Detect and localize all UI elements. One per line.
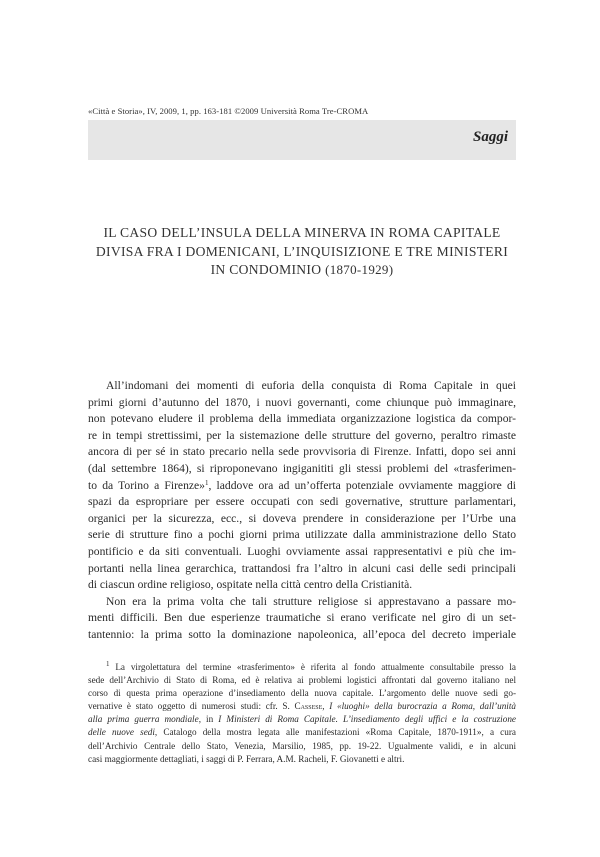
text-line: menti difficili. Ben due esperienze traumatiche si erano verificate nel giro di un set- [88, 611, 516, 625]
footnote-line: sede dell’Archivio di Stato di Roma, ed è relativa ai problemi logistici affrontati dal governo italiano nel [88, 675, 516, 686]
footnote-text: , in [198, 714, 219, 725]
paragraph-2 [88, 594, 516, 644]
footnote-line [88, 661, 516, 674]
footnote-ref[interactable]: 1 [204, 478, 209, 487]
text-line: spazi da espropriare per essere occupati con sedi governative, strutture parlamentari, [88, 495, 516, 509]
citation-title: I Ministeri di Roma Capitale. L’insediamento degli uffici e la costruzione [218, 714, 516, 725]
footnotes [88, 661, 516, 766]
footnote-text: , Catalogo della mostra legata alle manifestazioni «Roma Capitale, 1870-1911», a cura [154, 727, 516, 738]
article-title [88, 224, 516, 280]
footnote-text: , [322, 701, 330, 712]
text-line: primi giorni d’autunno del 1870, i nuovi governanti, come chiunque può immaginare, [88, 395, 516, 409]
section-header-bar [88, 120, 516, 160]
text-line: organici per la sicurezza, ecc., si doveva prendere in considerazione per l’Urbe una [88, 511, 516, 525]
citation-title: delle nuove sedi [88, 727, 155, 738]
author-name: Cassese [294, 701, 323, 712]
text-line: re in tempi strettissimi, per la sistemazione delle strutture del governo, peraltro rimaste [88, 428, 516, 442]
text-line: Non era la prima volta che tali strutture religiose si apprestavano a passare mo- [106, 594, 516, 608]
article-body [88, 378, 516, 644]
footnote-line: casi maggiormente dettagliati, i saggi di P. Ferrara, A.M. Racheli, F. Giovanetti e altri. [88, 753, 405, 764]
footnote-line: corso di questa prima operazione d’insediamento della nuova capitale. L’argomento delle nuove sedi go- [88, 688, 516, 699]
text-line: serie di strutture fino a pochi giorni prima utilizzate dalla amministrazione dello Stato [88, 528, 516, 542]
text-fragment: , laddove ora ad un’offerta potenziale ovviamente maggiore di [208, 478, 516, 492]
footnote-line [88, 700, 516, 713]
section-label: Saggi [472, 129, 508, 145]
text-line [88, 478, 516, 495]
title-line-3 [88, 261, 516, 280]
title-years: (1870-1929) [325, 262, 394, 277]
text-line: ancora di per sé in stato precario nella sede provvisoria di Firenze. Infatti, dopo sei anni [88, 445, 516, 459]
title-line-1: IL CASO DELL’INSULA DELLA MINERVA IN ROMA CAPITALE [103, 225, 501, 240]
footnote-number: 1 [106, 660, 110, 668]
citation-title: alla prima guerra mondiale [88, 714, 199, 725]
citation-title: I «luoghi» della burocrazia a Roma, dall’unità [329, 701, 517, 712]
text-fragment: to da Torino a Firenze» [88, 478, 205, 492]
title-line-2: DIVISA FRA I DOMENICANI, L’INQUISIZIONE E TRE MINISTERI [95, 243, 509, 259]
text-line: All’indomani dei momenti di euforia della conquista di Roma Capitale in quei [106, 379, 516, 392]
text-line: pontificio e da siti conventuali. Luoghi ovviamente assai rappresentativi e più che im- [88, 544, 516, 558]
footnote-line: dell’Archivio Centrale dello Stato, Venezia, Marsilio, 1985, pp. 19-22. Ugualmente validi, e in alcuni [88, 740, 516, 751]
footnote-line [88, 726, 516, 739]
footnote-text: La virgolettatura del termine «trasferimento» è riferita al fondo attualmente consultabile presso la [115, 662, 516, 672]
text-line: non potevano eludere il problema della immediata organizzazione logistica da compor- [88, 412, 516, 426]
paragraph-1 [88, 378, 516, 594]
footnote-line [88, 713, 516, 726]
footnote-text: vernative è stato oggetto di numerosi studi: cfr. S. [88, 701, 290, 712]
text-line: tantennio: la prima sotto la dominazione napoleonica, all’epoca del decreto imperiale [88, 627, 516, 641]
title-line-3-text: IN CONDOMINIO [210, 262, 322, 277]
text-line: di ciascun ordine religioso, ospitate nella città centro della Cristianità. [88, 578, 413, 592]
text-line: (dal settembre 1864), si riproponevano ingiganititi gli stessi problemi del «trasferimen- [88, 461, 516, 475]
text-line: portanti nella linea gerarchica, trattandosi fra l’altro in alcuni casi delle sedi principali [88, 561, 516, 575]
running-head: «Città e Storia», IV, 2009, 1, pp. 163-181 ©2009 Università Roma Tre-CROMA [88, 106, 369, 116]
